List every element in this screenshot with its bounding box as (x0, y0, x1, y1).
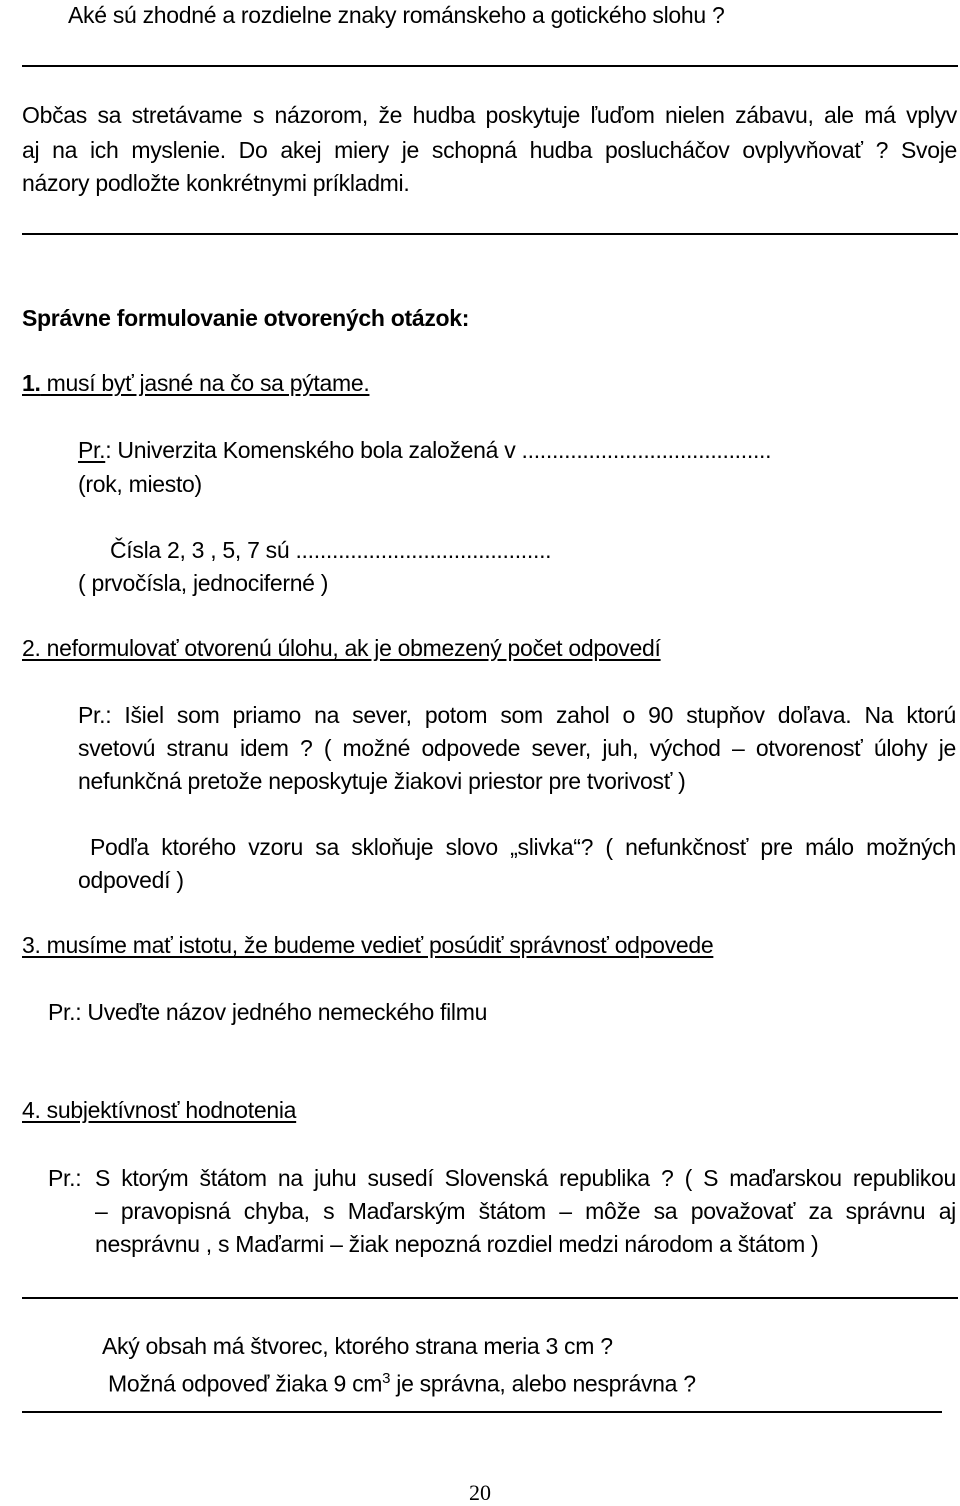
rule-2-example-1-line-3: nefunkčná pretože neposkytuje žiakovi priestor pre tvorivosť ) (78, 768, 686, 794)
rule-1-example-1-note: (rok, miesto) (78, 471, 202, 497)
final-answer-start: Možná odpoveď žiaka 9 cm (108, 1370, 383, 1397)
answer-line (22, 1297, 958, 1299)
final-answer-exponent: 3 (382, 1370, 391, 1387)
question-music-line-2: aj na ich myslenie. Do akej miery je schopná hudba poslucháčov ovplyvňovať ? Svoje (22, 137, 957, 163)
section-title: Správne formulovanie otvorených otázok: (22, 305, 470, 331)
rule-1-heading (22, 368, 369, 398)
rule-1-example-1 (78, 435, 771, 465)
rule-3-example: Pr.: Uveďte názov jedného nemeckého filmu (48, 999, 488, 1025)
final-answer-end: je správna, alebo nesprávna ? (390, 1370, 696, 1397)
rule-2-example-2-line-1: Podľa ktorého vzoru sa skloňuje slovo „slivka“? ( nefunkčnosť pre málo možných (90, 834, 956, 860)
rule-2-heading: 2. neformulovať otvorenú úlohu, ak je obmezený počet odpovedí (22, 635, 661, 661)
example-text: : Univerzita Komenského bola založená v ......................................... (105, 437, 772, 463)
rule-1-text: musí byť jasné na čo sa pýtame. (40, 370, 370, 396)
answer-line (22, 1411, 942, 1413)
rule-2-example-1-line-1: Pr.: Išiel som priamo na sever, potom som zahol o 90 stupňov doľava. Na ktorú (78, 702, 956, 728)
final-answer (108, 1364, 696, 1399)
rule-3-heading: 3. musíme mať istotu, že budeme vedieť posúdiť správnosť odpovede (22, 932, 714, 958)
answer-line (22, 233, 958, 235)
rule-2-example-1-line-2: svetovú stranu idem ? ( možné odpovede sever, juh, východ – otvorenosť úlohy je (78, 735, 956, 761)
rule-4-example-prefix: Pr.: (48, 1165, 82, 1191)
rule-1-number: 1. (22, 370, 41, 396)
rule-4-example-line-2: – pravopisná chyba, s Maďarským štátom – môže sa považovať za správnu aj (95, 1198, 956, 1224)
question-music-line-1: Občas sa stretávame s názorom, že hudba poskytuje ľuďom nielen zábavu, ale má vplyv (22, 102, 957, 128)
rule-4-example-line-3: nesprávnu , s Maďarmi – žiak nepozná rozdiel medzi národom a štátom ) (95, 1231, 819, 1257)
question-music-line-3: názory podložte konkrétnymi príkladmi. (22, 170, 410, 196)
page-number: 20 (469, 1480, 491, 1505)
final-question: Aký obsah má štvorec, ktorého strana meria 3 cm ? (102, 1333, 613, 1359)
rule-2-example-2-line-2: odpovedí ) (78, 867, 184, 893)
rule-4-heading: 4. subjektívnosť hodnotenia (22, 1097, 297, 1123)
rule-1-example-2-note: ( prvočísla, jednociferné ) (78, 570, 329, 596)
question-romanesque-gothic: Aké sú zhodné a rozdielne znaky románskeho a gotického slohu ? (68, 2, 725, 28)
answer-line (22, 65, 958, 67)
example-prefix: Pr. (78, 437, 106, 463)
rule-4-example-line-1: S ktorým štátom na juhu susedí Slovenská republika ? ( S maďarskou republikou (95, 1165, 956, 1191)
rule-1-example-2: Čísla 2, 3 , 5, 7 sú .......................................... (110, 537, 552, 563)
